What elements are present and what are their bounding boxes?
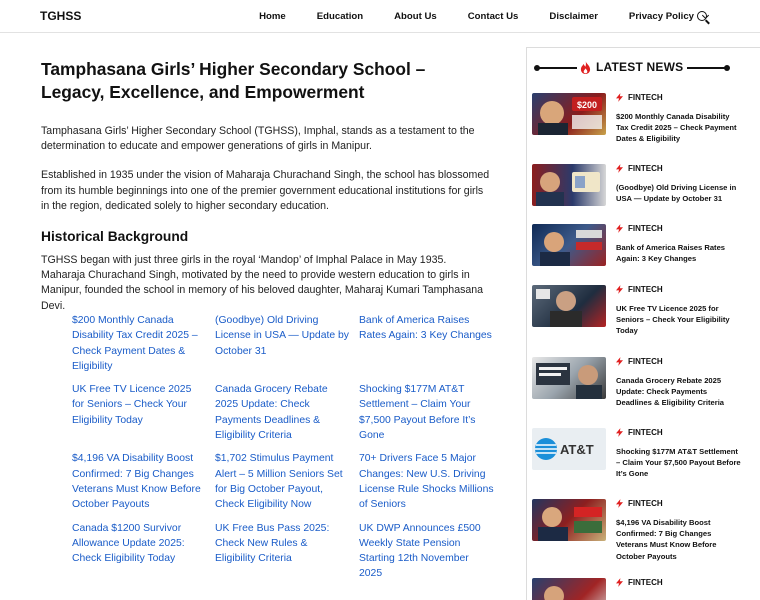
news-thumbnail[interactable] — [532, 499, 606, 541]
news-title[interactable]: Canada Grocery Rebate 2025 Update: Check Payments Deadlines & Eligibility Criteria — [616, 376, 725, 408]
bolt-icon — [616, 578, 623, 587]
bolt-icon — [616, 164, 623, 173]
latest-news-heading — [527, 58, 741, 78]
news-title[interactable]: UK Free TV Licence 2025 for Seniors – Check Your Eligibility Today — [616, 304, 730, 336]
main-nav — [259, 0, 708, 33]
news-category[interactable] — [616, 285, 663, 294]
heading-line — [537, 67, 577, 69]
news-thumbnail[interactable] — [532, 285, 606, 327]
related-link[interactable]: UK Free Bus Pass 2025: Check New Rules & Eligibility Criteria — [215, 522, 330, 565]
news-thumbnail[interactable] — [532, 428, 606, 470]
related-link[interactable]: Canada $1200 Survivor Allowance Update 2025: Check Eligibility Today — [72, 522, 185, 565]
thumb-label: $200 — [577, 100, 598, 110]
news-thumbnail-image — [532, 578, 606, 600]
intro-paragraph: Tamphasana Girls’ Higher Secondary School (TGHSS), Imphal, stands as a testament to the determination to educate and empower generations of girls in Manipur. — [41, 125, 475, 153]
fire-icon — [580, 61, 591, 74]
news-category[interactable] — [616, 428, 663, 437]
nav-about-us[interactable]: About Us — [394, 11, 437, 22]
related-link[interactable]: UK DWP Announces £500 Weekly State Pension Starting 12th November 2025 — [359, 522, 481, 580]
news-thumbnail-image — [532, 499, 606, 541]
news-category-label: FINTECH — [628, 499, 663, 508]
bolt-icon — [616, 93, 623, 102]
news-title[interactable]: (Goodbye) Old Driving License in USA — Update by October 31 — [616, 183, 737, 204]
news-category-label: FINTECH — [628, 578, 663, 587]
bolt-icon — [616, 357, 623, 366]
related-link[interactable]: Shocking $177M AT&T Settlement – Claim Your $7,500 Payout Before It’s Gone — [359, 384, 476, 442]
news-title[interactable]: Bank of America Raises Rates Again: 3 Key Changes — [616, 243, 726, 264]
news-category-label: FINTECH — [628, 285, 663, 294]
news-thumbnail-image — [532, 164, 606, 206]
news-thumbnail[interactable] — [532, 578, 606, 600]
article — [41, 58, 491, 314]
latest-news-sidebar — [526, 47, 760, 600]
news-thumbnail[interactable] — [532, 93, 606, 135]
related-link[interactable]: $200 Monthly Canada Disability Tax Credit 2025 – Check Payment Dates & Eligibility — [72, 315, 198, 372]
site-header — [0, 0, 760, 33]
news-category[interactable] — [616, 499, 663, 508]
news-category-label: FINTECH — [628, 357, 663, 366]
nav-privacy-policy-label: Privacy Policy — [628, 11, 694, 22]
news-thumbnail[interactable] — [532, 164, 606, 206]
news-title[interactable]: $200 Monthly Canada Disability Tax Credit 2025 – Check Payment Dates & Eligibility — [616, 112, 737, 144]
nav-home[interactable]: Home — [259, 11, 286, 22]
news-thumbnail-image — [532, 93, 606, 135]
news-thumbnail[interactable] — [532, 357, 606, 399]
nav-disclaimer[interactable]: Disclaimer — [549, 11, 598, 22]
heading-dot — [724, 65, 730, 71]
news-category-label: FINTECH — [628, 224, 663, 233]
history-paragraph: TGHSS began with just three girls in the royal ‘Mandop’ of Imphal Palace in May 1935. Maharaja Churachand Singh, motivated by the need to provide western education to girls in Manipur, founded the school in memory of his beloved daughter, Maharaj Kumari Tamphasana Devi. — [41, 254, 484, 312]
news-title[interactable]: Shocking $177M AT&T Settlement – Claim Your $7,500 Payout Before It’s Gone — [616, 447, 741, 479]
news-category-label: FINTECH — [628, 164, 663, 173]
bolt-icon — [616, 285, 623, 294]
news-thumbnail-image — [532, 285, 606, 327]
site-logo[interactable]: TGHSS — [40, 9, 82, 23]
nav-education[interactable]: Education — [316, 11, 364, 22]
related-link[interactable]: Canada Grocery Rebate 2025 Update: Check Payments Deadlines & Eligibility Criteria — [215, 384, 328, 442]
news-category-label: FINTECH — [628, 93, 663, 102]
related-link[interactable]: (Goodbye) Old Driving License in USA — Update by October 31 — [215, 315, 349, 357]
news-thumbnail-image — [532, 224, 606, 266]
news-thumbnail-image — [532, 357, 606, 399]
bolt-icon — [616, 499, 623, 508]
news-category[interactable] — [616, 93, 663, 102]
heading-line — [687, 67, 727, 69]
latest-news-title: LATEST NEWS — [596, 60, 684, 74]
related-links-grid — [72, 313, 504, 582]
related-link[interactable]: 70+ Drivers Face 5 Major Changes: New U.S. Driving License Rule Shocks Millions of Seniors — [359, 453, 494, 511]
news-category[interactable] — [616, 164, 663, 173]
news-category[interactable] — [616, 357, 663, 366]
search-icon[interactable] — [697, 11, 707, 21]
bolt-icon — [616, 428, 623, 437]
news-title[interactable]: $4,196 VA Disability Boost Confirmed: 7 Big Changes Veterans Must Know Before October Payouts — [616, 518, 717, 561]
thumb-label: AT&T — [560, 442, 594, 457]
related-link[interactable]: $1,702 Stimulus Payment Alert – 5 Million Seniors Set for Big October Payout, Check Eligibility Now — [215, 453, 343, 511]
established-paragraph: Established in 1935 under the vision of Maharaja Churachand Singh, the school has blossomed from its humble beginnings into one of the premier government educational institutions for girls in the region, dedicated solely to higher secondary education. — [41, 169, 490, 212]
news-thumbnail-image — [532, 428, 606, 470]
related-link[interactable]: $4,196 VA Disability Boost Confirmed: 7 Big Changes Veterans Must Know Before October Payouts — [72, 453, 201, 511]
related-link[interactable]: UK Free TV Licence 2025 for Seniors – Check Your Eligibility Today — [72, 384, 192, 426]
bolt-icon — [616, 224, 623, 233]
news-category-label: FINTECH — [628, 428, 663, 437]
page-title: Tamphasana Girls’ Higher Secondary School – Legacy, Excellence, and Empowerment — [41, 59, 426, 102]
news-thumbnail[interactable] — [532, 224, 606, 266]
news-category[interactable] — [616, 224, 663, 233]
related-link[interactable]: Bank of America Raises Rates Again: 3 Key Changes — [359, 315, 492, 342]
news-category[interactable] — [616, 578, 663, 587]
section-heading: Historical Background — [41, 229, 189, 245]
nav-contact-us[interactable]: Contact Us — [467, 11, 519, 22]
